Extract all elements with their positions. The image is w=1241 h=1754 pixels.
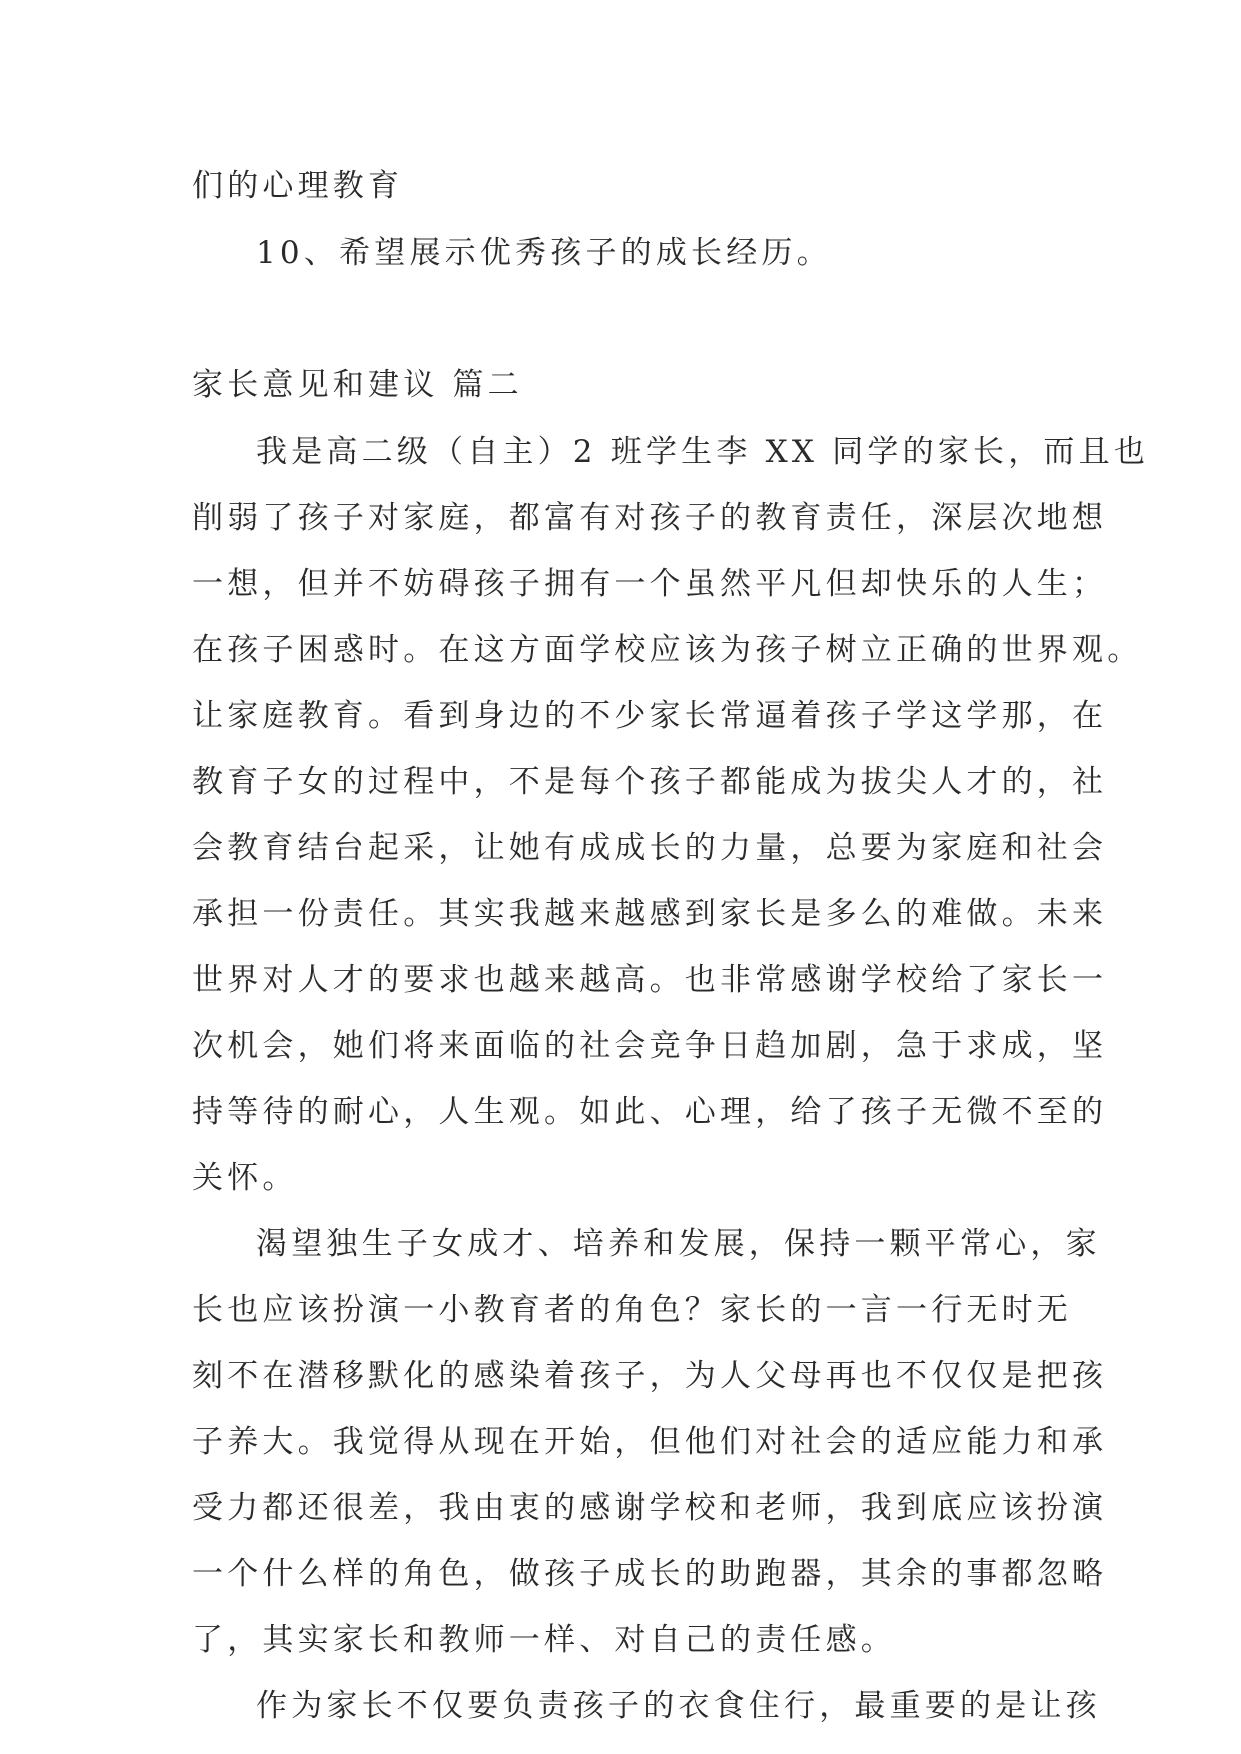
- paragraph-line: 削弱了孩子对家庭，都富有对孩子的教育责任，深层次地想: [192, 500, 1108, 536]
- section-heading: 家长意见和建议 篇二: [192, 367, 523, 403]
- paragraph-line: 让家庭教育。看到身边的不少家长常逼着孩子学这学那，在: [192, 698, 1108, 734]
- paragraph-line: 了，其实家长和教师一样、对自己的责任感。: [192, 1622, 896, 1658]
- paragraph-line: 渴望独生子女成才、培养和发展，保持一颗平常心，家: [256, 1226, 1101, 1262]
- paragraph-line: 次机会，她们将来面临的社会竞争日趋加剧，急于求成，坚: [192, 1028, 1108, 1064]
- list-item-10: 10、希望展示优秀孩子的成长经历。: [256, 235, 832, 271]
- paragraph-line: 承担一份责任。其实我越来越感到家长是多么的难做。未来: [192, 896, 1108, 932]
- paragraph-line: 我是高二级（自主）2 班学生李 XX 同学的家长，而且也: [256, 434, 1150, 470]
- paragraph-line: 长也应该扮演一小教育者的角色？家长的一言一行无时无: [192, 1292, 1072, 1328]
- paragraph-line: 受力都还很差，我由衷的感谢学校和老师，我到底应该扮演: [192, 1490, 1108, 1526]
- text-line: 们的心理教育: [192, 168, 404, 204]
- paragraph-line: 持等待的耐心，人生观。如此、心理，给了孩子无微不至的: [192, 1094, 1108, 1130]
- paragraph-line: 教育子女的过程中，不是每个孩子都能成为拔尖人才的，社: [192, 764, 1108, 800]
- paragraph-line: 一想，但并不妨碍孩子拥有一个虽然平凡但却快乐的人生；: [192, 566, 1108, 602]
- paragraph-line: 关怀。: [192, 1160, 298, 1196]
- paragraph-line: 一个什么样的角色，做孩子成长的助跑器，其余的事都忽略: [192, 1556, 1108, 1592]
- paragraph-line: 刻不在潜移默化的感染着孩子，为人父母再也不仅仅是把孩: [192, 1358, 1108, 1394]
- paragraph-line: 在孩子困惑时。在这方面学校应该为孩子树立正确的世界观。: [192, 632, 1143, 668]
- paragraph-line: 会教育结台起采，让她有成成长的力量，总要为家庭和社会: [192, 830, 1108, 866]
- paragraph-line: 作为家长不仅要负责孩子的衣食住行，最重要的是让孩: [256, 1688, 1101, 1724]
- paragraph-line: 世界对人才的要求也越来越高。也非常感谢学校给了家长一: [192, 962, 1108, 998]
- paragraph-line: 子养大。我觉得从现在开始，但他们对社会的适应能力和承: [192, 1424, 1108, 1460]
